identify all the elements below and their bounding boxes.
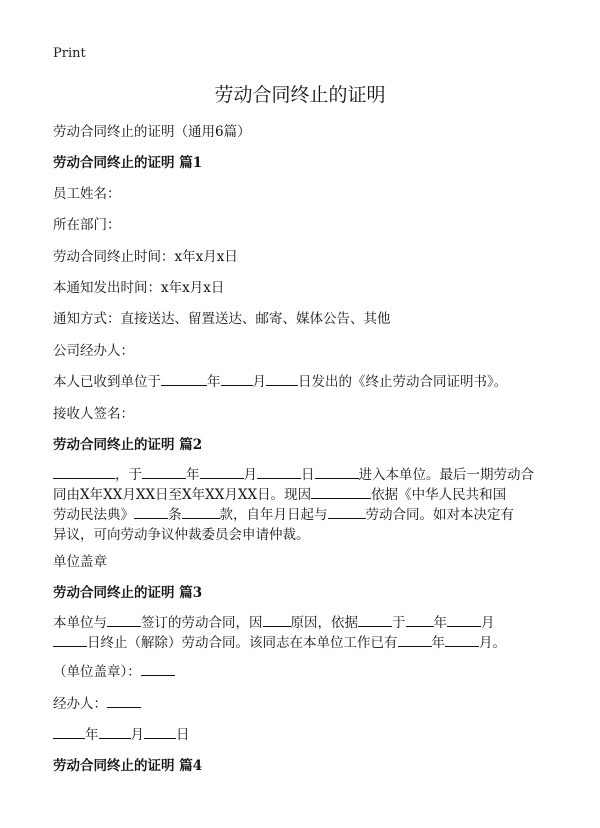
notice-time-field: 本通知发出时间：x年x月x日 (53, 280, 225, 296)
s3-text: 年 (431, 635, 445, 651)
blank-year (161, 373, 207, 386)
blank (406, 614, 434, 627)
blank-name (53, 466, 115, 479)
s2-text: 条 (168, 507, 182, 523)
section-2-line-4: 异议，可向劳动争议仲裁委员会申请仲裁。 (53, 527, 310, 543)
section-3-line-2 (53, 631, 506, 651)
blank (107, 695, 141, 708)
receipt-year: 年 (207, 374, 221, 390)
section-4-heading: 劳动合同终止的证明 篇4 (53, 758, 203, 774)
section-3-date (53, 723, 190, 743)
print-label: Print (53, 46, 86, 61)
s3-text: 年 (85, 727, 99, 743)
s3-text: 月 (130, 727, 144, 743)
section-2-line-3 (53, 503, 514, 523)
recipient-signature-field: 接收人签名： (53, 406, 134, 422)
blank (53, 634, 87, 647)
s3-text: 于 (392, 615, 406, 631)
blank-day (266, 373, 298, 386)
department-field: 所在部门： (53, 217, 121, 233)
s3-text: 月。 (479, 635, 506, 651)
receipt-prefix: 本人已收到单位于 (53, 374, 161, 390)
s3-text: 月 (481, 615, 495, 631)
blank-month (221, 373, 253, 386)
s2-text: 款，自年月日起与 (219, 507, 328, 523)
receipt-statement (53, 370, 507, 390)
s3-text: 原因，依据 (290, 615, 358, 631)
s2-text: 年 (186, 467, 200, 483)
s3-text: 本单位与 (53, 615, 107, 631)
blank (263, 614, 291, 627)
notice-method-field: 通知方式：直接送达、留置送达、邮寄、媒体公告、其他 (53, 311, 391, 327)
company-handler-field: 公司经办人： (53, 343, 134, 359)
document-subtitle: 劳动合同终止的证明（通用6篇） (53, 124, 251, 140)
s2-text: 月 (243, 467, 257, 483)
s2-text: 劳动合同。如对本决定有 (365, 507, 514, 523)
blank (141, 663, 175, 676)
s3-text: 签订的劳动合同，因 (141, 615, 263, 631)
s3-text: 年 (433, 615, 447, 631)
blank (144, 726, 176, 739)
employee-name-field: 员工姓名： (53, 186, 121, 202)
blank (447, 614, 481, 627)
blank (107, 614, 141, 627)
document-title: 劳动合同终止的证明 (214, 84, 386, 106)
s3-text: （单位盖章）： (53, 664, 141, 680)
blank (182, 506, 220, 519)
receipt-suffix: 日发出的《终止劳动合同证明书》。 (298, 374, 508, 390)
blank (398, 634, 432, 647)
blank (53, 726, 85, 739)
blank (200, 466, 244, 479)
section-2-line-1 (53, 463, 534, 483)
section-3-seal (53, 660, 175, 680)
receipt-month: 月 (252, 374, 266, 390)
blank (257, 466, 301, 479)
s2-text: 进入本单位。最后一期劳动合 (358, 467, 534, 483)
blank (445, 634, 479, 647)
section-3-heading: 劳动合同终止的证明 篇3 (53, 585, 203, 601)
s3-text: 经办人： (53, 696, 107, 712)
blank-reason (311, 486, 371, 499)
blank (358, 614, 392, 627)
blank (328, 506, 366, 519)
blank (99, 726, 131, 739)
s2-text: 同由X年XX月XX日至X年XX月XX日。现因 (53, 487, 312, 503)
s2-text: ，于 (115, 467, 142, 483)
s2-text: 日 (301, 467, 315, 483)
section-3-handler (53, 692, 141, 712)
blank (134, 506, 168, 519)
termination-time-field: 劳动合同终止时间：x年x月x日 (53, 249, 238, 265)
section-2-seal: 单位盖章 (53, 554, 107, 570)
section-2-heading: 劳动合同终止的证明 篇2 (53, 437, 203, 453)
section-1-heading: 劳动合同终止的证明 篇1 (53, 155, 203, 171)
s3-text: 日 (176, 727, 190, 743)
blank (142, 466, 186, 479)
s3-text: 日终止（解除）劳动合同。该同志在本单位工作已有 (87, 635, 398, 651)
section-2-line-2 (53, 483, 506, 503)
s2-text: 依据《中华人民共和国 (371, 487, 507, 503)
s2-text: 劳动民法典》 (53, 507, 134, 523)
section-3-line-1 (53, 611, 495, 631)
blank (315, 466, 359, 479)
